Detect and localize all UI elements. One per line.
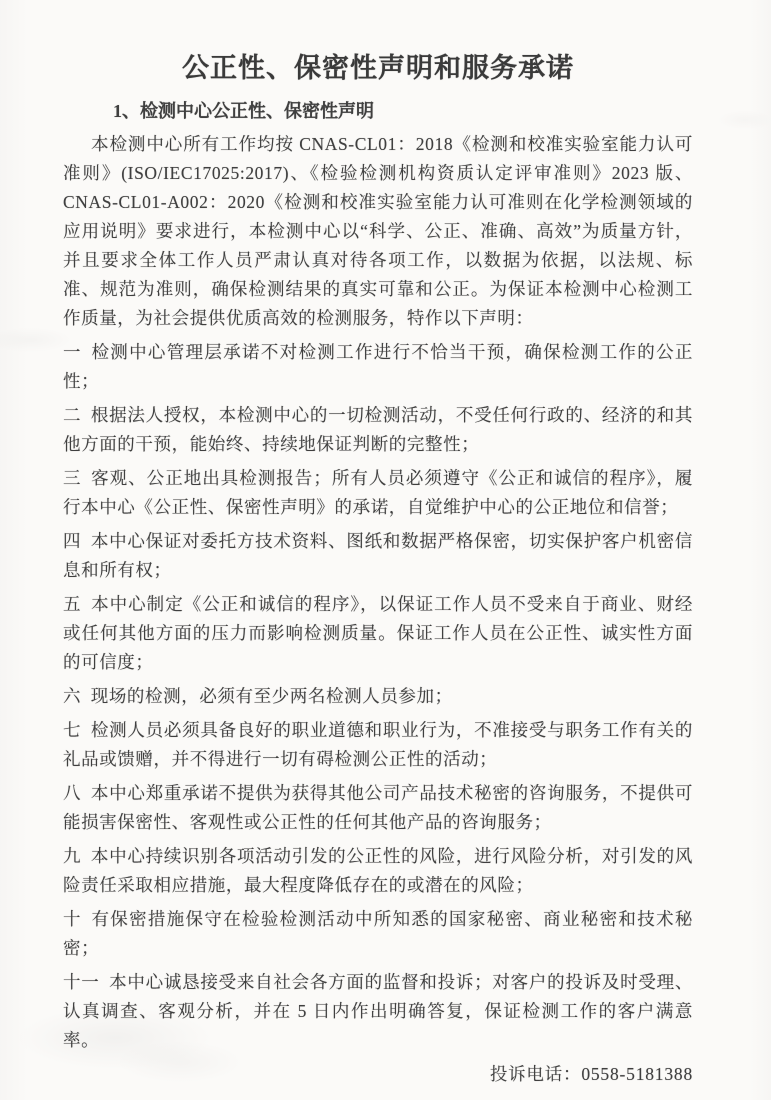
item-text: 本中心保证对委托方技术资料、图纸和数据严格保密，切实保护客户机密信息和所有权；: [63, 531, 693, 580]
item-text: 有保密措施保守在检验检测活动中所知悉的国家秘密、商业秘密和技术秘密；: [63, 909, 693, 958]
item-number: 八: [63, 783, 82, 803]
statement-item-8: [63, 779, 693, 837]
item-text: 现场的检测，必须有至少两名检测人员参加；: [90, 686, 453, 706]
statement-item-4: [63, 527, 693, 585]
item-text: 根据法人授权，本检测中心的一切检测活动，不受任何行政的、经济的和其他方面的干预，能始终、持续地保证判断的完整性；: [63, 405, 693, 454]
item-number: 一: [63, 342, 82, 362]
item-number: 二: [63, 405, 82, 425]
item-text: 本中心郑重承诺不提供为获得其他公司产品技术秘密的咨询服务，不提供可能损害保密性、客观性或公正性的任何其他产品的咨询服务；: [63, 783, 693, 832]
statement-item-11: [63, 968, 693, 1055]
statement-item-6: [63, 682, 693, 711]
item-number: 九: [63, 846, 82, 866]
item-number: 五: [63, 594, 82, 614]
complaint-phone-number: 0558-5181388: [581, 1064, 693, 1084]
item-number: 十: [63, 909, 82, 929]
complaint-phone-label: 投诉电话：: [489, 1064, 582, 1084]
statement-item-7: [63, 716, 693, 774]
item-number: 三: [63, 468, 82, 488]
intro-paragraph: 本检测中心所有工作均按 CNAS-CL01：2018《检测和校准实验室能力认可准则》(ISO/IEC17025:2017)、《检验检测机构资质认定评审准则》2023 版、CNAS-CL01-A002：2020《检测和校准实验室能力认可准则在化学检测领域的应用说明》要求进行，本检测中心以“科学、公正、准确、高效”为质量方针，并且要求全体工作人员严肃认真对待各项工作，以数据为依据，以法规、标准、规范为准则，确保检测结果的真实可靠和公正。为保证本检测中心检测工作质量，为社会提供优质高效的检测服务，特作以下声明：: [63, 134, 693, 328]
item-number: 十一: [63, 972, 100, 992]
statement-item-9: [63, 842, 693, 900]
statement-item-1: [63, 338, 693, 396]
item-text: 本中心诚恳接受来自社会各方面的监督和投诉；对客户的投诉及时受理、认真调查、客观分析，并在 5 日内作出明确答复，保证检测工作的客户满意率。: [63, 972, 694, 1050]
statement-item-2: [63, 401, 693, 459]
statement-item-10: [63, 905, 693, 963]
item-text: 本中心持续识别各项活动引发的公正性的风险，进行风险分析，对引发的风险责任采取相应措施，最大程度降低存在的或潜在的风险；: [63, 846, 693, 895]
statement-item-5: [63, 590, 693, 677]
item-text: 检测中心管理层承诺不对检测工作进行不恰当干预，确保检测工作的公正性；: [63, 342, 693, 391]
item-number: 七: [63, 720, 82, 740]
item-text: 客观、公正地出具检测报告；所有人员必须遵守《公正和诚信的程序》，履行本中心《公正性、保密性声明》的承诺，自觉维护中心的公正地位和信誉；: [63, 468, 693, 517]
section-heading: 1、检测中心公正性、保密性声明: [113, 101, 374, 121]
item-number: 四: [63, 531, 82, 551]
document-title: 公正性、保密性声明和服务承诺: [182, 53, 574, 83]
item-text: 检测人员必须具备良好的职业道德和职业行为，不准接受与职务工作有关的礼品或馈赠，并不得进行一切有碍检测公正性的活动；: [63, 720, 693, 769]
complaint-phone-line: [63, 1060, 693, 1089]
statement-item-3: [63, 464, 693, 522]
item-number: 六: [63, 686, 82, 706]
item-text: 本中心制定《公正和诚信的程序》，以保证工作人员不受来自于商业、财经或任何其他方面的压力而影响检测质量。保证工作人员在公正性、诚实性方面的可信度；: [63, 594, 693, 672]
